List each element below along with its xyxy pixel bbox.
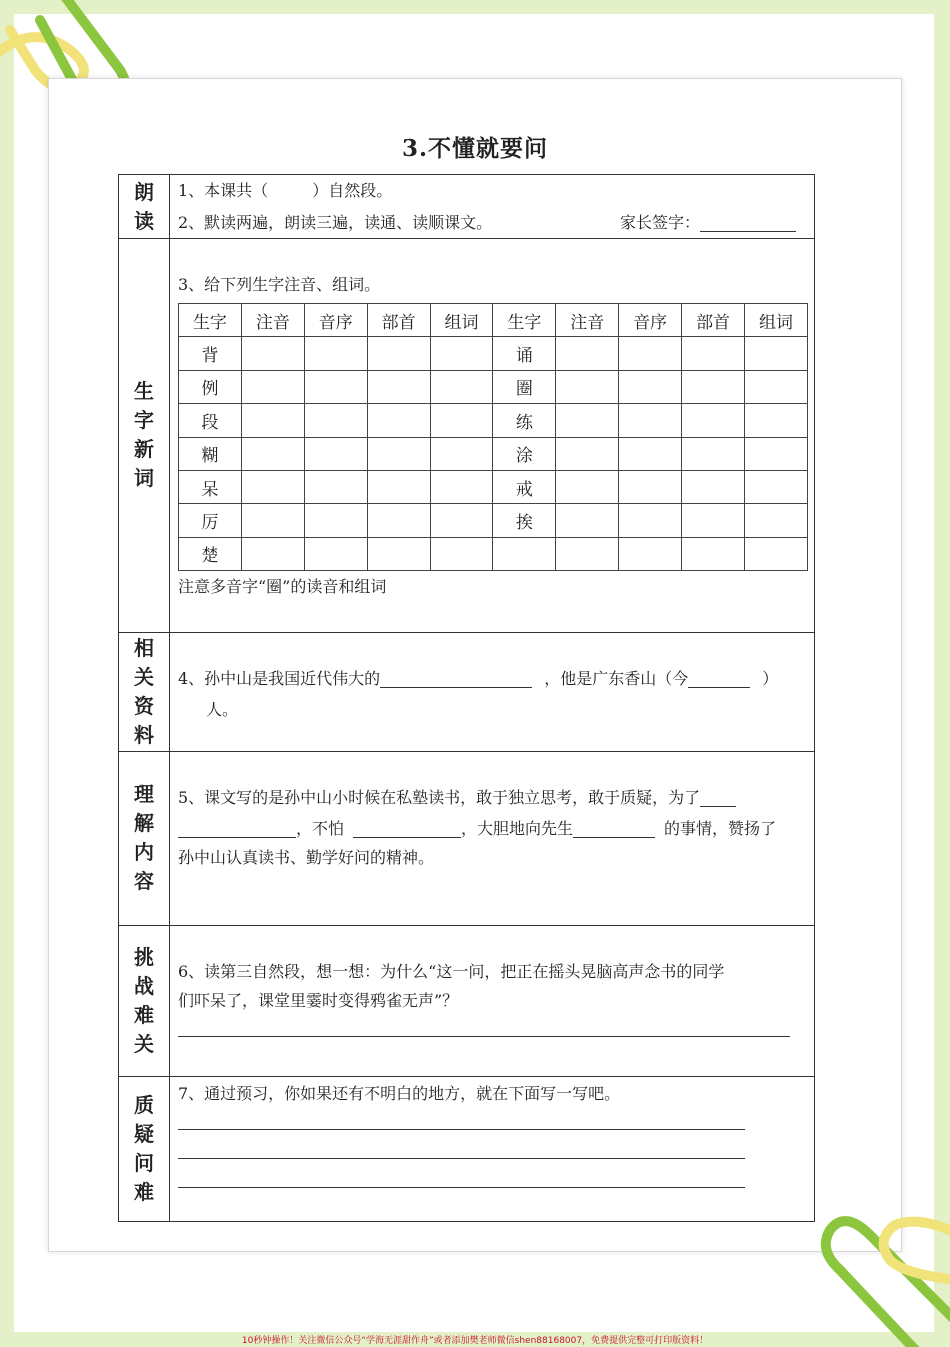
answer-blank[interactable] — [573, 819, 655, 838]
answer-cell[interactable] — [619, 504, 682, 537]
answer-cell[interactable] — [682, 537, 745, 570]
answer-blank[interactable] — [688, 669, 750, 688]
answer-cell[interactable] — [745, 404, 808, 437]
row-divider — [119, 1076, 814, 1077]
character-cell: 挨 — [493, 504, 556, 537]
question-5-line-2: ，不怕 ，大胆地向先生 的事情，赞扬了 — [178, 816, 776, 839]
answer-cell[interactable] — [367, 337, 430, 370]
answer-cell[interactable] — [367, 537, 430, 570]
table-row — [179, 504, 808, 537]
column-header: 生字 — [493, 304, 556, 337]
answer-line[interactable] — [178, 1187, 745, 1188]
character-cell: 段 — [179, 404, 242, 437]
answer-cell[interactable] — [556, 470, 619, 503]
answer-cell[interactable] — [682, 437, 745, 470]
answer-cell[interactable] — [556, 504, 619, 537]
column-header: 部首 — [682, 304, 745, 337]
answer-cell[interactable] — [430, 337, 493, 370]
row-divider — [119, 751, 814, 752]
character-cell: 涂 — [493, 437, 556, 470]
column-header: 组词 — [745, 304, 808, 337]
answer-line[interactable] — [178, 1129, 745, 1130]
answer-cell[interactable] — [745, 470, 808, 503]
answer-cell[interactable] — [430, 370, 493, 403]
character-cell: 例 — [179, 370, 242, 403]
polyphone-note: 注意多音字“圈”的读音和组词 — [178, 577, 387, 596]
footer-promo-text: 10秒钟操作！关注微信公众号“学海无涯甜作舟”或者添加樊老师微信shen88168007，免费提供完整可打印版资料！ — [241, 1336, 709, 1346]
question-7: 7、通过预习，你如果还有不明白的地方，就在下面写一写吧。 — [178, 1084, 621, 1103]
answer-cell[interactable] — [241, 370, 304, 403]
row-divider — [119, 925, 814, 926]
answer-cell[interactable] — [367, 437, 430, 470]
answer-cell[interactable] — [556, 370, 619, 403]
answer-cell[interactable] — [367, 404, 430, 437]
answer-line[interactable] — [178, 1036, 790, 1037]
section-label-question: 质 疑 问 难 — [134, 1093, 154, 1204]
answer-cell[interactable] — [430, 470, 493, 503]
answer-cell[interactable] — [619, 404, 682, 437]
answer-cell[interactable] — [619, 537, 682, 570]
answer-cell[interactable] — [745, 537, 808, 570]
table-row — [179, 470, 808, 503]
table-row — [179, 370, 808, 403]
answer-cell[interactable] — [241, 337, 304, 370]
answer-cell[interactable] — [304, 437, 367, 470]
answer-cell[interactable] — [430, 404, 493, 437]
character-cell: 呆 — [179, 470, 242, 503]
table-row — [179, 437, 808, 470]
section-label-read: 朗 读 — [134, 179, 154, 233]
answer-cell[interactable] — [430, 437, 493, 470]
answer-cell[interactable] — [367, 504, 430, 537]
answer-cell[interactable] — [745, 337, 808, 370]
answer-cell[interactable] — [241, 437, 304, 470]
character-cell: 诵 — [493, 337, 556, 370]
character-table — [178, 303, 808, 571]
question-2: 2、默读两遍，朗读三遍，读通、读顺课文。 — [178, 213, 493, 232]
answer-cell[interactable] — [682, 404, 745, 437]
answer-blank[interactable] — [700, 788, 736, 807]
answer-cell[interactable] — [556, 404, 619, 437]
answer-cell[interactable] — [619, 337, 682, 370]
character-cell: 糊 — [179, 437, 242, 470]
answer-cell[interactable] — [304, 504, 367, 537]
label-column-divider — [169, 175, 170, 1221]
answer-cell[interactable] — [241, 470, 304, 503]
answer-cell[interactable] — [682, 370, 745, 403]
answer-cell[interactable] — [745, 437, 808, 470]
answer-cell[interactable] — [619, 370, 682, 403]
worksheet-table — [118, 174, 815, 1222]
character-cell: 背 — [179, 337, 242, 370]
question-5: 5、课文写的是孙中山小时候在私塾读书，敢于独立思考，敢于质疑，为了 — [178, 785, 736, 808]
answer-cell[interactable] — [682, 337, 745, 370]
answer-blank[interactable] — [178, 819, 296, 838]
answer-cell[interactable] — [682, 504, 745, 537]
column-header: 音序 — [304, 304, 367, 337]
character-cell: 戒 — [493, 470, 556, 503]
section-label-challenge: 挑 战 难 关 — [134, 944, 154, 1056]
row-divider — [119, 632, 814, 633]
section-label-understand: 理 解 内 容 — [134, 782, 154, 893]
answer-cell[interactable] — [430, 504, 493, 537]
answer-cell[interactable] — [367, 370, 430, 403]
character-cell: 厉 — [179, 504, 242, 537]
answer-cell[interactable] — [430, 537, 493, 570]
section-label-info: 相 关 资 料 — [134, 635, 154, 747]
column-header: 组词 — [430, 304, 493, 337]
answer-cell[interactable] — [241, 404, 304, 437]
question-1: 1、本课共（ ）自然段。 — [178, 181, 393, 200]
answer-cell[interactable] — [745, 370, 808, 403]
answer-cell[interactable] — [556, 437, 619, 470]
answer-line[interactable] — [178, 1158, 745, 1159]
table-row — [179, 337, 808, 370]
section-label-words: 生 字 新 词 — [134, 379, 154, 490]
answer-cell[interactable] — [367, 470, 430, 503]
answer-cell[interactable] — [304, 404, 367, 437]
row-divider — [119, 238, 814, 239]
character-cell — [493, 537, 556, 570]
paperclip-bottom-right-icon — [810, 1195, 950, 1347]
table-row — [179, 537, 808, 570]
answer-blank[interactable] — [380, 669, 532, 688]
answer-cell[interactable] — [619, 437, 682, 470]
table-row — [179, 404, 808, 437]
answer-cell[interactable] — [241, 504, 304, 537]
answer-cell[interactable] — [556, 537, 619, 570]
signature-blank[interactable] — [700, 213, 796, 232]
answer-cell[interactable] — [241, 537, 304, 570]
question-4: 4、孙中山是我国近代伟大的 ，他是广东香山（今 ） — [178, 669, 779, 688]
column-header: 音序 — [619, 304, 682, 337]
page-title: 3.不懂就要问 — [401, 135, 548, 162]
character-cell: 练 — [493, 404, 556, 437]
column-header: 生字 — [179, 304, 242, 337]
question-6: 6、读第三自然段，想一想：为什么“这一问，把正在摇头晃脑高声念书的同学 — [178, 962, 725, 981]
column-header: 部首 — [367, 304, 430, 337]
question-3: 3、给下列生字注音、组词。 — [178, 275, 381, 294]
answer-cell[interactable] — [556, 337, 619, 370]
question-6-line-2: 们吓呆了，课堂里霎时变得鸦雀无声”？ — [178, 991, 459, 1010]
column-header: 注音 — [556, 304, 619, 337]
answer-cell[interactable] — [682, 470, 745, 503]
column-header: 注音 — [241, 304, 304, 337]
table-header-row — [179, 304, 808, 337]
answer-cell[interactable] — [745, 504, 808, 537]
character-cell: 圈 — [493, 370, 556, 403]
answer-cell[interactable] — [304, 370, 367, 403]
parent-signature: 家长签字： — [620, 210, 796, 233]
answer-cell[interactable] — [619, 470, 682, 503]
question-5-line-3: 孙中山认真读书、勤学好问的精神。 — [178, 848, 435, 867]
answer-cell[interactable] — [304, 537, 367, 570]
answer-blank[interactable] — [353, 819, 461, 838]
answer-cell[interactable] — [304, 470, 367, 503]
question-4-line-2: 人。 — [206, 700, 239, 719]
answer-cell[interactable] — [304, 337, 367, 370]
character-cell: 楚 — [179, 537, 242, 570]
